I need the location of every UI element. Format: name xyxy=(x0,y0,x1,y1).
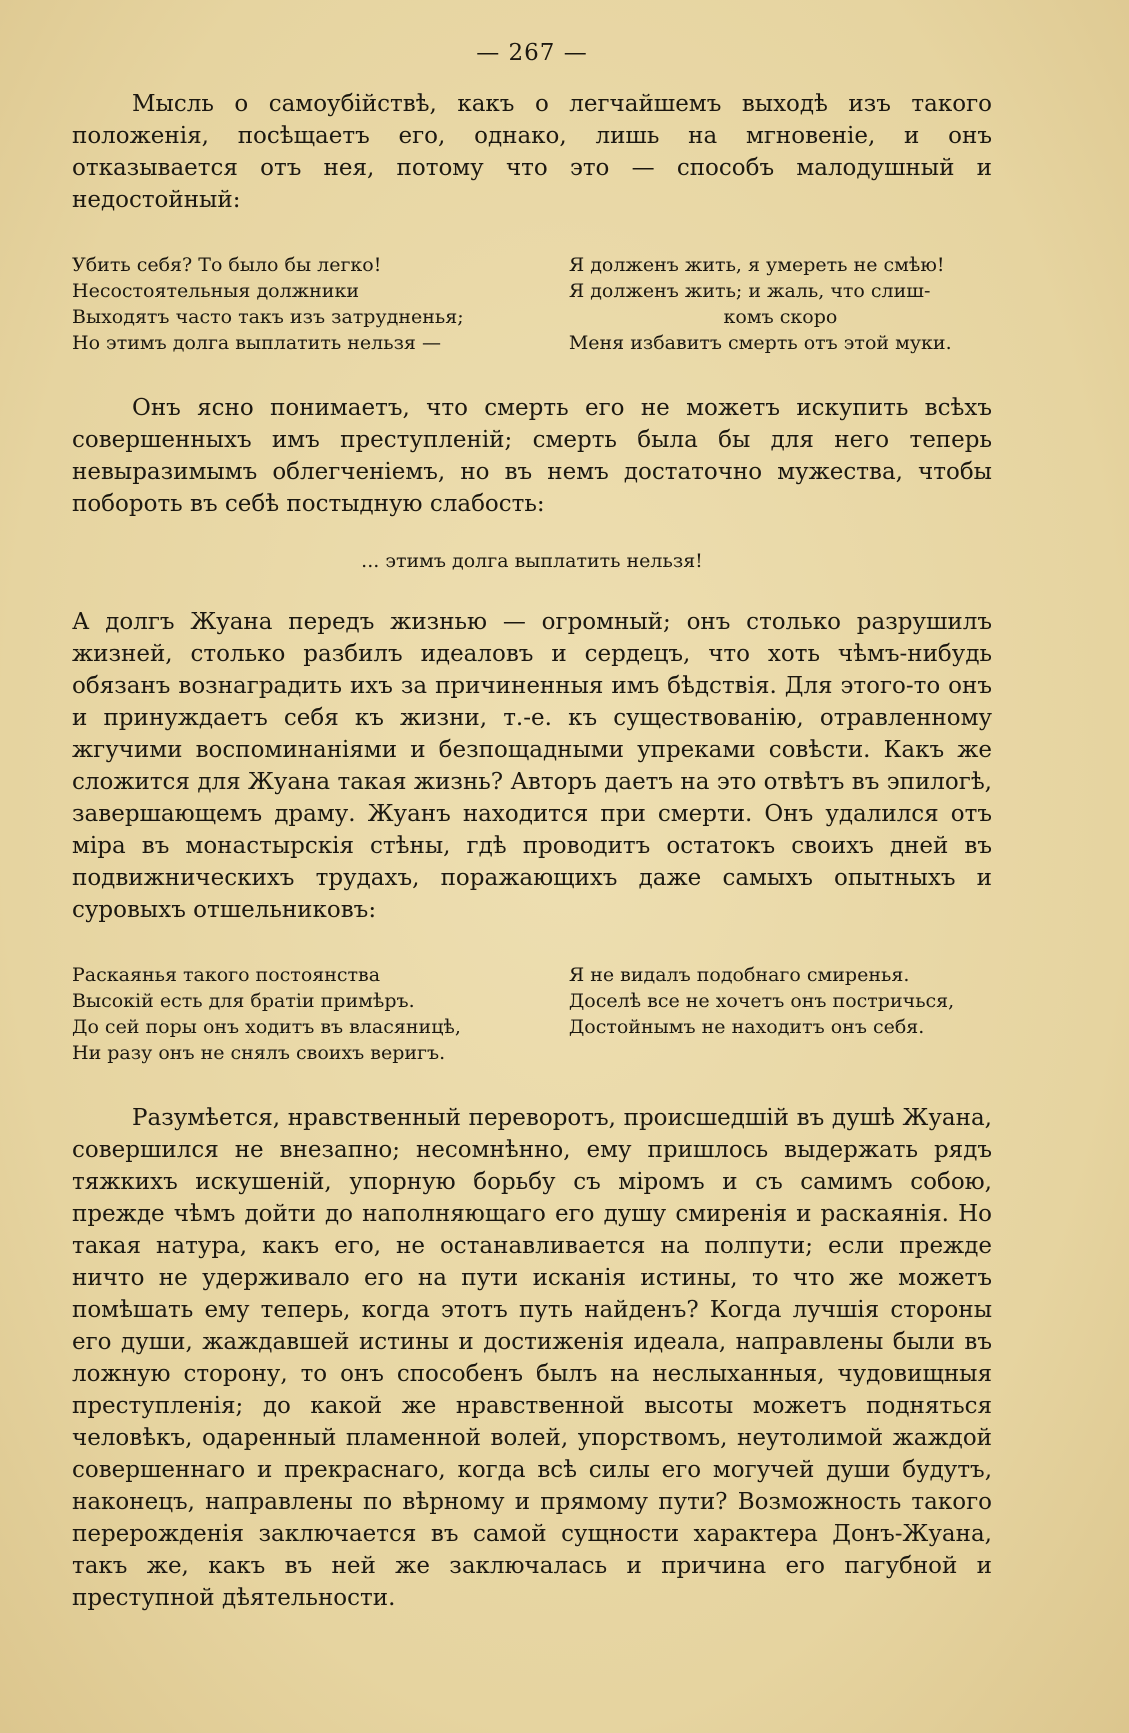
verse-line: Я долженъ жить; и жаль, что слиш- xyxy=(568,280,931,302)
book-page xyxy=(72,40,992,1700)
verse-1-right-column xyxy=(569,252,992,356)
verse-line: Убить себя? То было бы легко! xyxy=(72,254,382,276)
paragraph-3: А долгъ Жуана передъ жизнью — огромный; онъ столько разрушилъ жизней, столько разбилъ идеаловъ и сердецъ, что хоть чѣмъ-нибудь обязанъ вознаградить ихъ за причиненныя имъ бѣдствія. Для этого-то онъ и принуждаетъ себя къ жизни, т.-е. къ существованію, отравленному жгучими воспоминаніями и безпощадными упреками совѣсти. Какъ же сложится для Жуана такая жизнь? Авторъ даетъ на это отвѣтъ въ эпилогѣ, завершающемъ драму. Жуанъ находится при смерти. Онъ удалился отъ міра въ монастырскія стѣны, гдѣ проводитъ остатокъ своихъ дней въ подвижническихъ трудахъ, поражающихъ даже самыхъ опытныхъ и суровыхъ отшельниковъ: xyxy=(72,609,992,923)
verse-line: Но этимъ долга выплатить нельзя — xyxy=(72,332,441,354)
verse-2-right-column xyxy=(569,962,992,1066)
quote-line: ... этимъ долга выплатить нельзя! xyxy=(361,550,703,572)
verse-line: Раскаянья такого постоянства xyxy=(72,964,381,986)
verse-line: Ни разу онъ не снялъ своихъ веригъ. xyxy=(72,1042,446,1064)
verse-line: Я долженъ жить, я умереть не смѣю! xyxy=(568,254,945,276)
paragraph-1: Мысль о самоубійствѣ, какъ о легчайшемъ выходѣ изъ такого положенія, посѣщаетъ его, однако, лишь на мгновеніе, и онъ отказывается отъ нея, потому что это — способъ малодушный и недостойный: xyxy=(72,91,992,213)
verse-line: Высокій есть для братіи примѣръ. xyxy=(72,990,415,1012)
verse-2-left-column xyxy=(72,962,495,1066)
verse-line: комъ скоро xyxy=(723,306,838,328)
paragraph-4: Разумѣется, нравственный переворотъ, происшедшій въ душѣ Жуана, совершился не внезапно; несомнѣнно, ему пришлось выдержать рядъ тяжкихъ искушеній, упорную борьбу съ міромъ и съ самимъ собою, прежде чѣмъ дойти до наполняющаго его душу смиренія и раскаянія. Но такая натура, какъ его, не останавливается на полпути; если прежде ничто не удерживало его на пути исканія истины, то что же можетъ помѣшать ему теперь, когда этотъ путь найденъ? Когда лучшія стороны его души, жаждавшей истины и достиженія идеала, направлены были въ ложную сторону, то онъ способенъ былъ на неслыханныя, чудовищныя преступленія; до какой же нравственной высоты можетъ подняться человѣкъ, одаренный пламенной волей, упорствомъ, неутолимой жаждой совершеннаго и прекраснаго, когда всѣ силы его могучей души будутъ, наконецъ, направлены по вѣрному и прямому пути? Возможность такого перерожденія заключается въ самой сущности характера Донъ-Жуана, такъ же, какъ въ ней же заключалась и причина его пагубной и преступной дѣятельности. xyxy=(72,1105,992,1611)
verse-line: Я не видалъ подобнаго смиренья. xyxy=(568,964,910,986)
verse-line: Достойнымъ не находитъ онъ себя. xyxy=(568,1016,925,1038)
verse-line: Несостоятельныя должники xyxy=(72,280,360,302)
verse-line: Меня избавитъ смерть отъ этой муки. xyxy=(568,332,952,354)
verse-line: Доселѣ все не хочетъ онъ постричься, xyxy=(568,990,955,1012)
verse-block-2 xyxy=(72,962,992,1066)
verse-line: До сей поры онъ ходитъ въ власяницѣ, xyxy=(72,1016,461,1038)
paragraph-2: Онъ ясно понимаетъ, что смерть его не можетъ искупить всѣхъ совершенныхъ имъ преступленій; смерть была бы для него теперь невыразимымъ облегченіемъ, но въ немъ достаточно мужества, чтобы побороть въ себѣ постыдную слабость: xyxy=(72,395,992,517)
verse-1-left-column xyxy=(72,252,495,356)
verse-line: Выходятъ часто такъ изъ затрудненья; xyxy=(72,306,464,328)
verse-block-1 xyxy=(72,252,992,356)
page-number: — 267 — xyxy=(476,40,588,66)
